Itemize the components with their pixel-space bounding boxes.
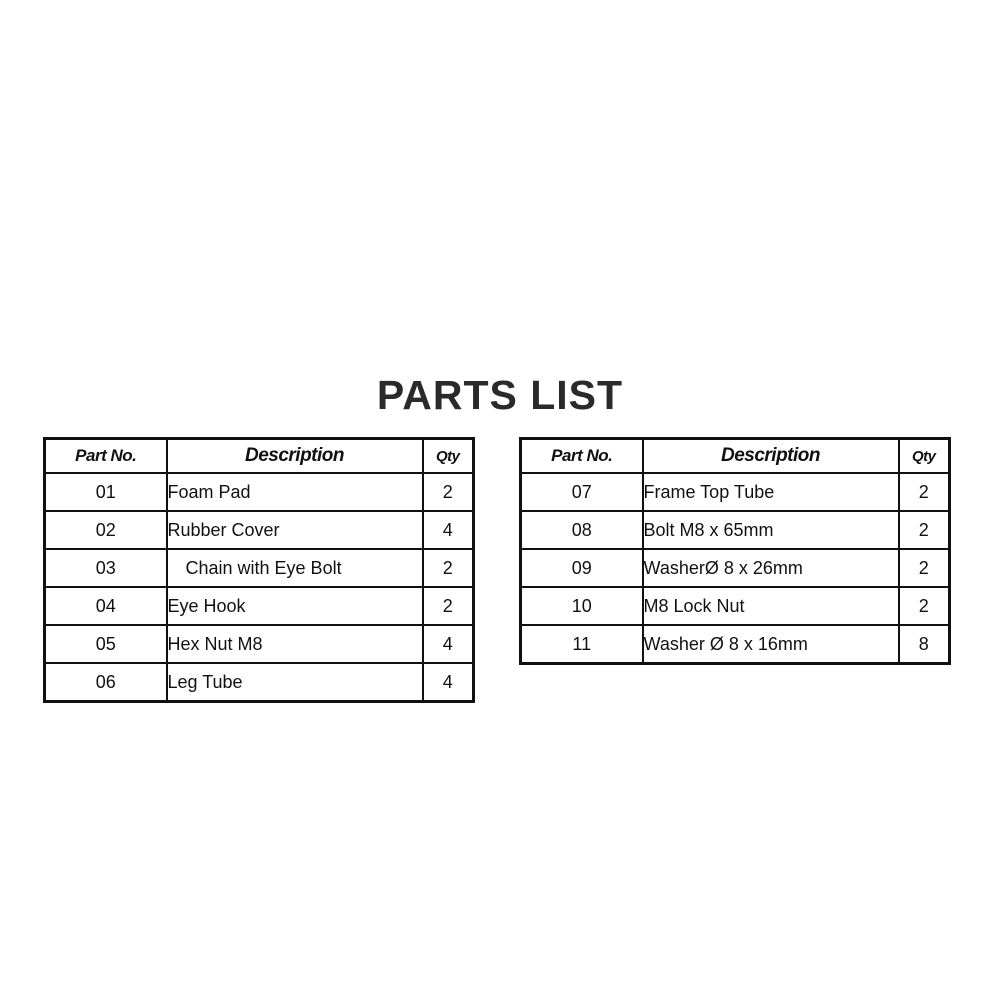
part-number-cell: 06 <box>45 663 167 702</box>
part-number-cell: 04 <box>45 587 167 625</box>
table-row <box>45 587 474 625</box>
qty-cell: 2 <box>899 587 950 625</box>
table-row <box>45 511 474 549</box>
qty-cell: 2 <box>899 473 950 511</box>
description-cell: Eye Hook <box>167 587 423 625</box>
table-header-row <box>521 439 950 474</box>
header-part-no: Part No. <box>45 439 167 474</box>
qty-cell: 2 <box>423 473 474 511</box>
description-cell: Hex Nut M8 <box>167 625 423 663</box>
parts-table-left <box>43 437 475 703</box>
table-row <box>521 549 950 587</box>
part-number-cell: 10 <box>521 587 643 625</box>
qty-cell: 4 <box>423 625 474 663</box>
part-number-cell: 09 <box>521 549 643 587</box>
description-cell: Chain with Eye Bolt <box>167 549 423 587</box>
parts-table-right <box>519 437 951 665</box>
description-cell: WasherØ 8 x 26mm <box>643 549 899 587</box>
qty-cell: 2 <box>423 587 474 625</box>
description-cell: Foam Pad <box>167 473 423 511</box>
table-row <box>521 625 950 664</box>
header-qty: Qty <box>423 439 474 474</box>
table-row <box>45 625 474 663</box>
part-number-cell: 11 <box>521 625 643 664</box>
qty-cell: 8 <box>899 625 950 664</box>
description-cell: Leg Tube <box>167 663 423 702</box>
part-number-cell: 01 <box>45 473 167 511</box>
description-cell: M8 Lock Nut <box>643 587 899 625</box>
table-row <box>45 663 474 702</box>
header-description: Description <box>643 439 899 474</box>
description-cell: Frame Top Tube <box>643 473 899 511</box>
qty-cell: 2 <box>899 511 950 549</box>
header-part-no: Part No. <box>521 439 643 474</box>
table-row <box>45 473 474 511</box>
table-row <box>521 473 950 511</box>
header-description: Description <box>167 439 423 474</box>
description-cell: Rubber Cover <box>167 511 423 549</box>
table-header-row <box>45 439 474 474</box>
description-cell: Bolt M8 x 65mm <box>643 511 899 549</box>
qty-cell: 4 <box>423 663 474 702</box>
part-number-cell: 02 <box>45 511 167 549</box>
page-title: PARTS LIST <box>376 372 624 418</box>
table-row <box>45 549 474 587</box>
header-qty: Qty <box>899 439 950 474</box>
table-row <box>521 587 950 625</box>
part-number-cell: 08 <box>521 511 643 549</box>
part-number-cell: 07 <box>521 473 643 511</box>
qty-cell: 2 <box>423 549 474 587</box>
qty-cell: 4 <box>423 511 474 549</box>
part-number-cell: 03 <box>45 549 167 587</box>
qty-cell: 2 <box>899 549 950 587</box>
table-row <box>521 511 950 549</box>
description-cell: Washer Ø 8 x 16mm <box>643 625 899 664</box>
part-number-cell: 05 <box>45 625 167 663</box>
